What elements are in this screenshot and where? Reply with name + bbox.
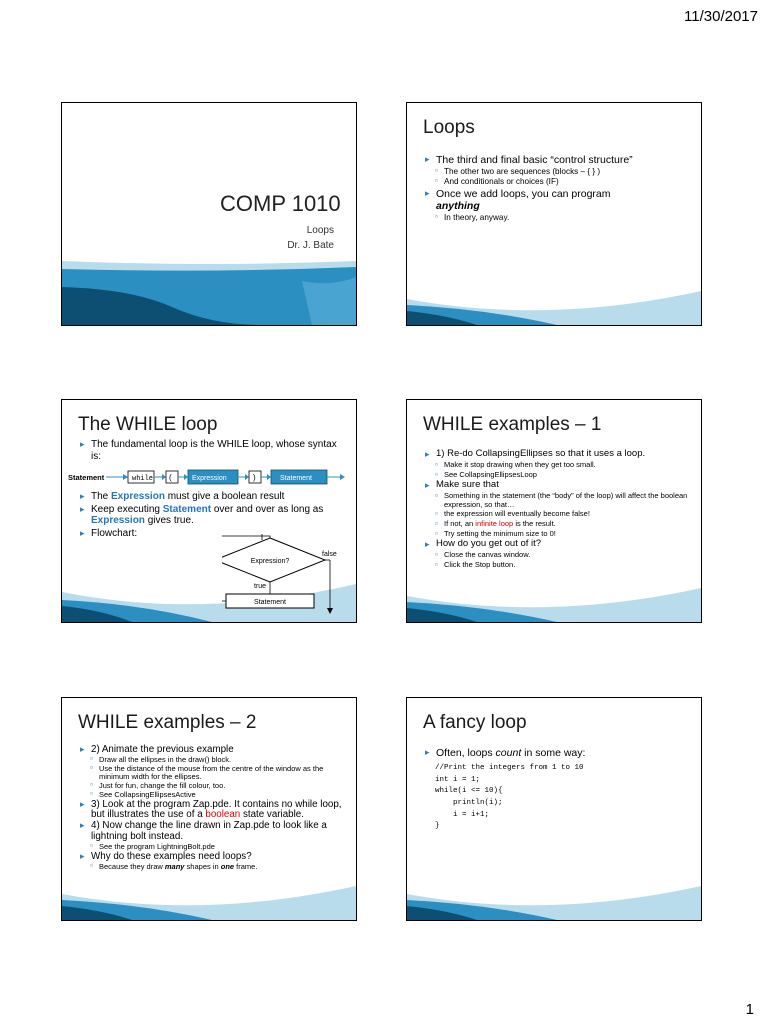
- slide-4-while-examples-1: [406, 399, 702, 623]
- bullet: ▸ The fundamental loop is the WHILE loop, whose syntax is:: [80, 439, 346, 462]
- sub-bullet: ▫ Something in the statement (the “body” of the loop) will affect the boolean expression, so that…: [425, 492, 691, 509]
- while-syntax-diagram: [68, 466, 352, 488]
- emphasis-many: many: [164, 861, 185, 871]
- flow-false-label: false: [322, 551, 337, 558]
- sub-bullet: ▫ See the program LightningBolt.pde: [80, 843, 346, 851]
- title-wave-decoration: [62, 257, 356, 325]
- subtitle-topic: Loops: [306, 225, 334, 236]
- text: Keep executing: [91, 503, 163, 515]
- bullet-list: [80, 744, 346, 872]
- sub-bullet: ▫ See CollapsingEllipsesActive: [80, 791, 346, 799]
- sub-bullet: ▫ Make it stop drawing when they get too small.: [425, 461, 691, 470]
- slide-2-loops: [406, 102, 702, 326]
- sub-bullet: ▫ Click the Stop button.: [425, 561, 691, 570]
- sub-bullet: ▫ The other two are sequences (blocks – { } ): [425, 167, 691, 176]
- sub-bullet: ▫ Use the distance of the mouse from the centre of the window as the minimum width for the ellipses.: [80, 765, 346, 781]
- flow-condition: Expression?: [250, 558, 290, 565]
- text: must give a boolean result: [164, 491, 285, 502]
- sub-bullet: ▫ Just for fun, change the fill colour, too.: [80, 782, 346, 790]
- flow-true-label: true: [254, 583, 267, 590]
- sub-bullet: [425, 520, 691, 529]
- syntax-expression: Expression: [192, 475, 227, 482]
- text: 3) Look at the program Zap.pde. It contains no while loop, but illustrates the use of a: [91, 798, 342, 820]
- bullet: ▸ 1) Re-do CollapsingEllipses so that it uses a loop.: [425, 449, 691, 460]
- slide-title: Loops: [423, 117, 475, 138]
- syntax-while: while: [132, 475, 154, 483]
- keyword-statement: Statement: [162, 503, 212, 515]
- slide-6-fancy-loop: [406, 697, 702, 921]
- sub-bullet: ▫ See CollapsingEllipsesLoop: [425, 471, 691, 480]
- text: shapes in: [184, 861, 221, 871]
- keyword-expression: Expression: [91, 515, 145, 526]
- bullet-text: Once we add loops, you can program: [436, 187, 611, 200]
- text: If not, an: [444, 518, 476, 528]
- emphasis-count: count: [495, 747, 522, 759]
- text: Often, loops: [436, 747, 496, 759]
- bullet: ▸ Why do these examples need loops?: [80, 852, 346, 862]
- slide-1-title: [61, 102, 357, 326]
- bullet-list: [425, 448, 691, 570]
- bullet: [80, 504, 346, 527]
- page-date: 11/30/2017: [684, 8, 758, 25]
- syntax-statement-label: Statement: [68, 473, 105, 482]
- bullet: ▸ Flowchart:: [80, 528, 346, 540]
- while-flowchart: [222, 532, 352, 614]
- slide-5-while-examples-2: [61, 697, 357, 921]
- code-block: //Print the integers from 1 to 10 int i = 1; while(i <= 10){ println(i); i = i+1; }: [435, 764, 584, 831]
- text: in some way:: [521, 747, 586, 759]
- wave-decoration: [62, 860, 356, 920]
- syntax-statement: Statement: [280, 475, 312, 482]
- text: is the result.: [513, 518, 556, 528]
- wave-decoration: [407, 860, 701, 920]
- bullet-list-top: [80, 438, 346, 463]
- sub-bullet: ▫ Draw all the ellipses in the draw() block.: [80, 756, 346, 764]
- slide-title: WHILE examples – 2: [78, 712, 257, 733]
- bullet: [80, 800, 346, 821]
- wave-decoration: [407, 562, 701, 622]
- wave-decoration: [407, 265, 701, 325]
- bullet: [425, 747, 691, 759]
- sub-bullet: ▫ In theory, anyway.: [425, 213, 691, 222]
- text: state variable.: [240, 808, 304, 820]
- syntax-lparen: (: [169, 473, 172, 482]
- bullet: ▸ 2) Animate the previous example: [80, 745, 346, 755]
- text: over and over as long as: [211, 503, 324, 515]
- keyword-expression: Expression: [111, 491, 165, 502]
- bullet-list: [425, 746, 691, 833]
- sub-bullet: ▫ Close the canvas window.: [425, 551, 691, 560]
- bullet: [80, 491, 346, 503]
- bullet: ▸ How do you get out of it?: [425, 539, 691, 550]
- bullet: [425, 188, 691, 212]
- syntax-rparen: ): [253, 473, 256, 482]
- sub-bullet: ▫ the expression will eventually become false!: [425, 510, 691, 519]
- emphasis-anything: anything: [436, 199, 480, 212]
- slide-title: A fancy loop: [423, 712, 527, 733]
- slide-subtitle: [287, 223, 334, 253]
- bullet-list: [425, 153, 691, 223]
- text: Because they draw: [99, 861, 165, 871]
- text: gives true.: [144, 515, 194, 526]
- page-number: 1: [745, 1001, 754, 1018]
- slide-title: The WHILE loop: [78, 414, 218, 435]
- subtitle-author: Dr. J. Bate: [287, 240, 334, 251]
- emphasis-one: one: [220, 861, 235, 871]
- text: frame.: [234, 861, 258, 871]
- sub-bullet: ▫ And conditionals or choices (IF): [425, 177, 691, 186]
- bullet: ▸ 4) Now change the line drawn in Zap.pde to look like a lightning bolt instead.: [80, 821, 346, 842]
- bullet: ▸ Make sure that: [425, 480, 691, 491]
- flow-statement: Statement: [254, 599, 286, 606]
- slide-title: WHILE examples – 1: [423, 414, 602, 435]
- sub-bullet: ▫ Try setting the minimum size to 0!: [425, 530, 691, 539]
- slide-3-while-loop: [61, 399, 357, 623]
- text: The: [91, 491, 112, 502]
- slide-title: COMP 1010: [220, 191, 341, 216]
- keyword-boolean: boolean: [205, 808, 241, 820]
- bullet: ▸ The third and final basic “control structure”: [425, 154, 691, 166]
- keyword-infinite-loop: infinite loop: [475, 518, 514, 528]
